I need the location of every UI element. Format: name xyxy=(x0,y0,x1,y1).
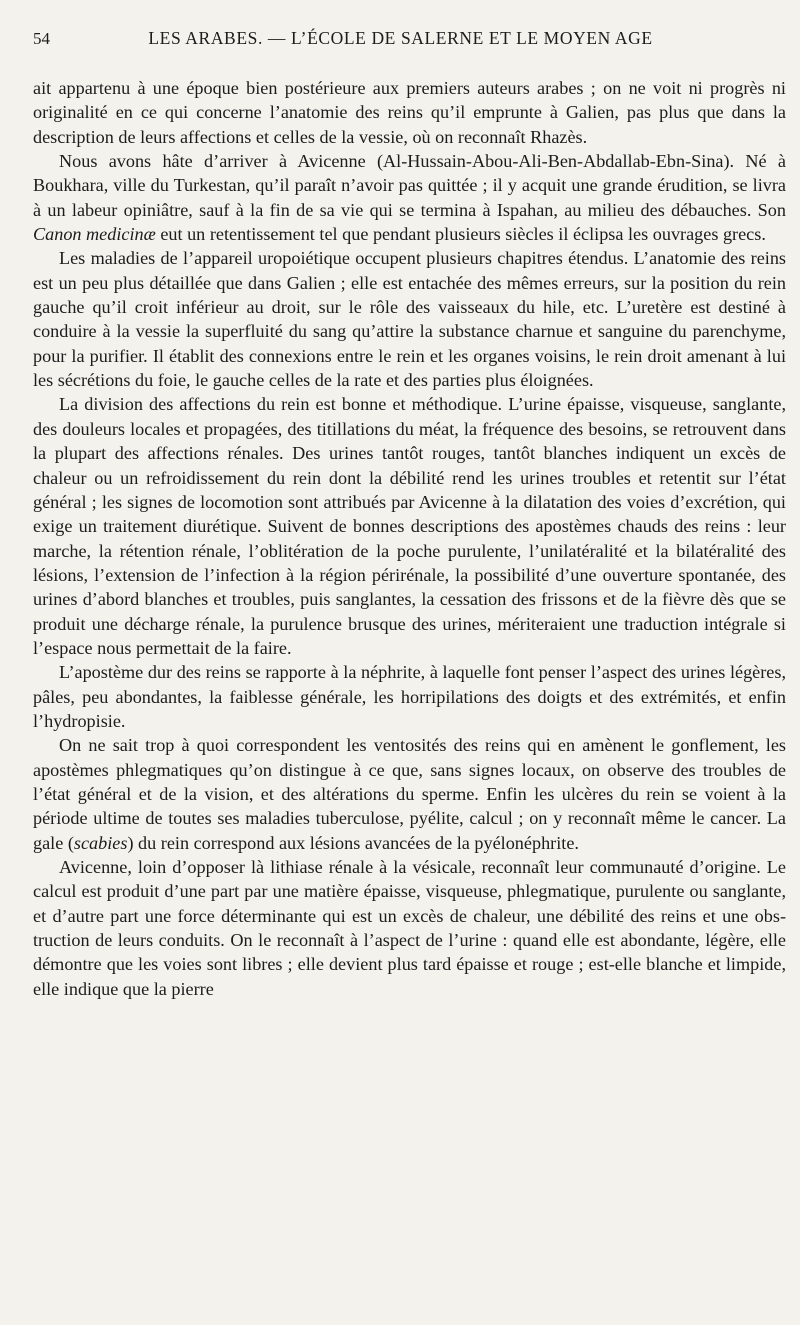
paragraph-3: Les maladies de l’appareil uropoiétique occupent plusieurs chapitres étendus. L’anatomie des reins est un peu plus détaillée que dans Galien ; elle est entachée des mêmes erreurs, sur la position du rein gauche qu’il croit inférieur au droit, sur le rôle des vaisseaux du hile, etc. L’uretère est destiné à conduire à la vessie la superfluité du sang qu’attire la substance charnue et sanguine du parenchyme, pour la purifier. Il établit des connexions entre le rein et les organes voisins, le rein droit amenant à lui les sécrétions du foie, le gauche celles de la rate et des parties plus éloignées. xyxy=(33,248,786,391)
body-text xyxy=(33,76,786,1001)
paragraph-1: ait appartenu à une époque bien postérieure aux premiers auteurs arabes ; on ne voit ni progrès ni originalité en ce qui concerne l’anatomie des reins qu’il emprunte à Galien, pas plus que dans la description de leurs affections et celles de la vessie, où on reconnaît Rhazès. xyxy=(33,78,786,147)
paragraph-5: L’apostème dur des reins se rapporte à la néphrite, à laquelle font penser l’aspect des urines légères, pâles, peu abondantes, la faiblesse générale, les horripilations des doigts et des extrémités, et enfin l’hydropisie. xyxy=(33,662,786,731)
paragraph-4: La division des affections du rein est bonne et méthodique. L’urine épaisse, visqueuse, sanglante, des douleurs locales et propagées, des titillations du méat, la fréquence des besoins, se retrouvent dans la plupart des affections rénales. Des urines tantôt rouges, tantôt blanches indiquent un excès de chaleur ou un refroidissement du rein dont la débilité rend les urines troubles et retentit sur l’état général ; les signes de locomotion sont attribués par Avicenne à la dilatation des voies d’excrétion, qui exige un traitement diurétique. Suivent de bonnes descriptions des apostèmes chauds des reins : leur marche, la rétention rénale, l’oblitération de la poche purulente, l’unilatéralité et la bilatéralité des lésions, l’extension de l’infection à la région périrénale, la possibilité d’une ouverture spontanée, des urines d’abord blanches et troubles, puis sanglantes, la cessation des frissons et de la fièvre dès que se produit une décharge rénale, la purulence brusque des urines, mériteraient une traduction intégrale si l’espace nous permettait de la faire. xyxy=(33,394,786,658)
running-title: LES ARABES. — L’ÉCOLE DE SALERNE ET LE MOYEN AGE xyxy=(148,28,653,48)
paragraph-7: Avicenne, loin d’opposer là lithiase rénale à la vésicale, reconnaît leur communauté d’origine. Le calcul est produit d’une part par une matière épaisse, visqueuse, phlegmatique, purulente ou sanglante, et d’autre part une force déterminante qui est un excès de chaleur, une débilité des reins et une obstruction de leurs conduits. On le reconnaît à l’aspect de l’urine : quand elle est abondante, légère, elle démontre que les voies sont libres ; elle devient plus tard épaisse et rouge ; est-elle blanche et limpide, elle indique que la pierre xyxy=(33,857,786,999)
paragraph-2 xyxy=(33,149,786,246)
book-title-canon-medicinae: Canon medicinæ xyxy=(33,224,156,245)
page-number: 54 xyxy=(33,29,50,48)
paragraph-6-text-after: ) du rein correspond aux lésions avancées de la pyélonéphrite. xyxy=(127,832,579,853)
paragraph-6 xyxy=(33,733,786,855)
term-scabies: scabies xyxy=(73,832,128,853)
paragraph-2-text-after: eut un retentissement tel que pendant plusieurs siècles il éclipsa les ouvrages grecs. xyxy=(155,224,766,245)
running-head xyxy=(33,28,786,62)
paragraph-6-text-before: On ne sait trop à quoi correspondent les ventosités des reins qui en amènent le gonflement, les apostèmes phlegmatiques qu’on distingue à ce que, sans signes locaux, on observe des troubles de l’état général et de la vision, et des altérations du sperme. Enfin les ulcères du rein se voient à la période ultime de toutes ses maladies tuberculose, pyélite, calcul ; on y reconnaît même le cancer. La gale ( xyxy=(33,735,786,853)
paragraph-2-text-before: Nous avons hâte d’arriver à Avicenne (Al-Hussain-Abou-Ali-Ben-Abdallab-Ebn-Sina). Né à Boukhara, ville du Turkestan, qu’il paraît n’avoir pas quittée ; il y acquit une grande érudition, se livra à un labeur opiniâtre, sauf à la fin de sa vie qui se termina à Ispahan, au milieu des débauches. Son xyxy=(33,151,786,220)
